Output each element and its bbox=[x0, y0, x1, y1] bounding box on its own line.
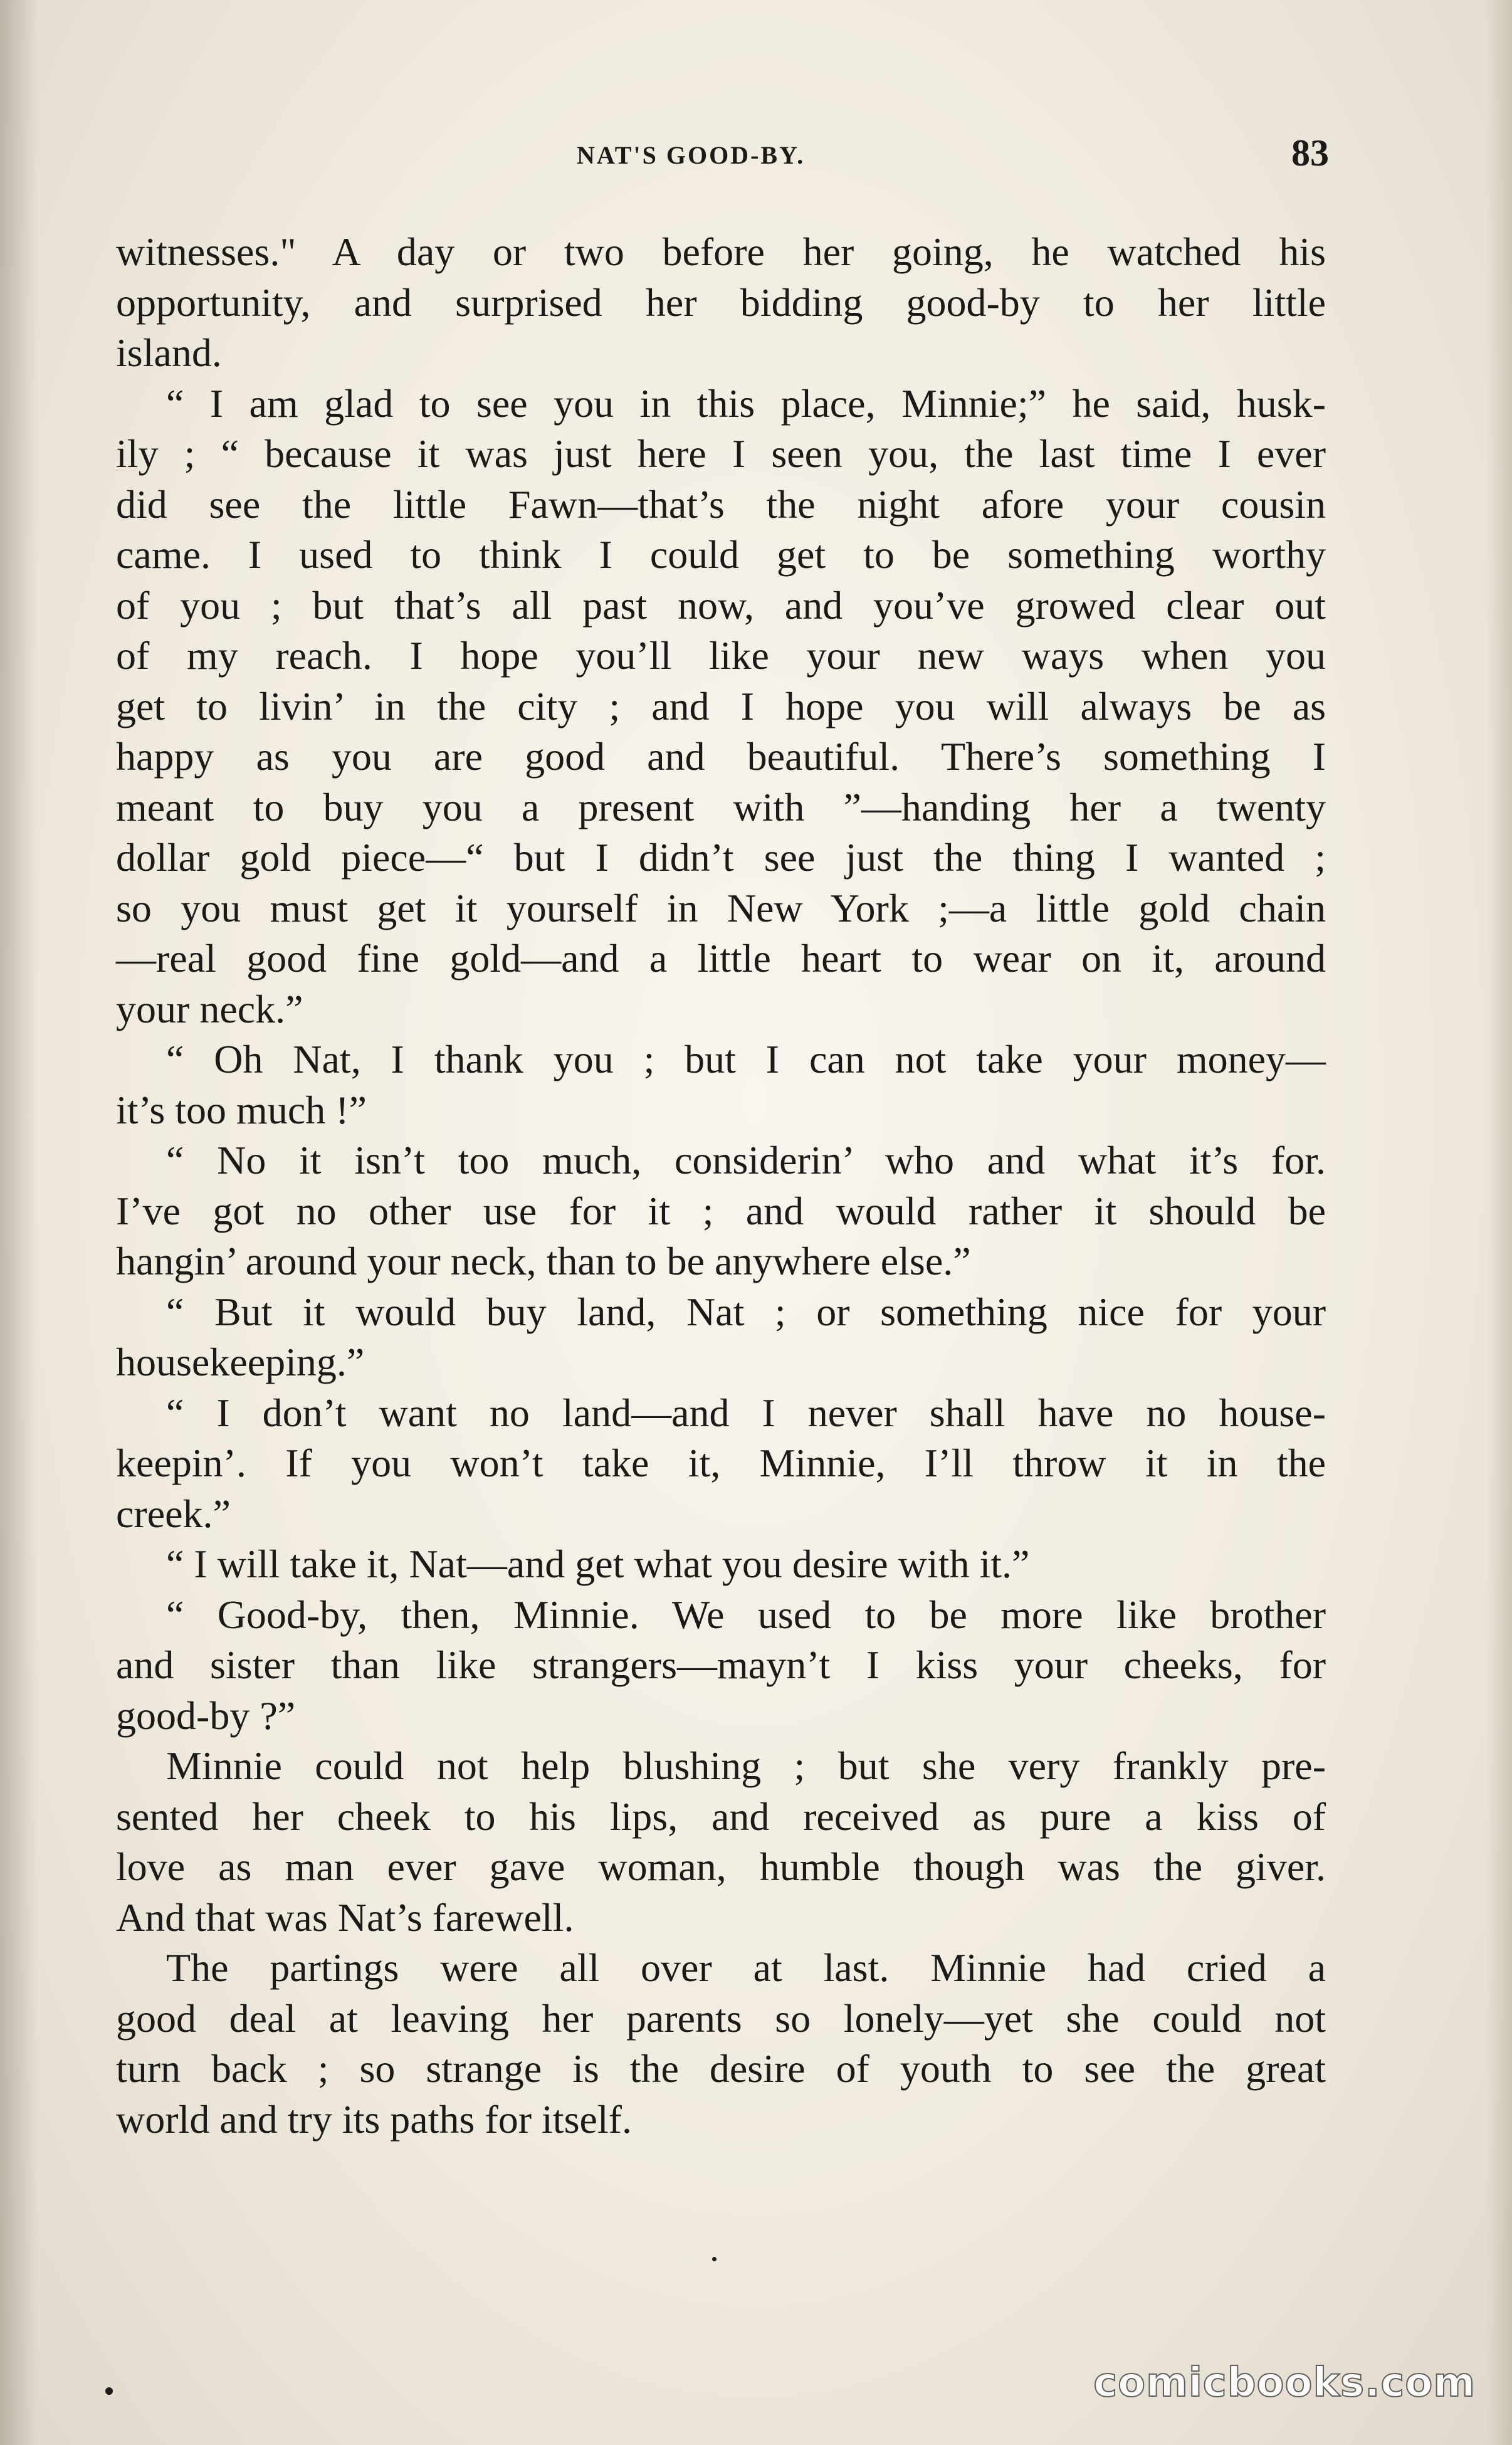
text-line: island. bbox=[116, 330, 222, 375]
text-line: “ But it would buy land, Nat ; or something nice for your bbox=[166, 1289, 1326, 1334]
text-line: happy as you are good and beautiful. There’s something I bbox=[116, 734, 1326, 779]
text-line: hangin’ around your neck, than to be anywhere else.” bbox=[116, 1239, 971, 1283]
page-gutter-shadow bbox=[0, 0, 38, 2445]
page-header bbox=[113, 132, 1329, 182]
text-line: “ Oh Nat, I thank you ; but I can not take your money— bbox=[166, 1037, 1326, 1081]
text-line: “ I will take it, Nat—and get what you desire with it.” bbox=[166, 1542, 1030, 1586]
text-line: meant to buy you a present with ”—handing her a twenty bbox=[116, 784, 1326, 829]
text-line: sented her cheek to his lips, and received as pure a kiss of bbox=[116, 1794, 1326, 1839]
text-line: of my reach. I hope you’ll like your new ways when you bbox=[116, 633, 1326, 678]
text-line: keepin’. If you won’t take it, Minnie, I’ll throw it in the bbox=[116, 1441, 1326, 1485]
text-line: and sister than like strangers—mayn’t I kiss your cheeks, for bbox=[116, 1643, 1326, 1687]
running-head: NAT'S GOOD-BY. bbox=[577, 141, 806, 169]
text-line: “ I am glad to see you in this place, Minnie;” he said, husk- bbox=[166, 381, 1326, 426]
text-line: good-by ?” bbox=[116, 1693, 296, 1738]
text-line: of you ; but that’s all past now, and you’ve growed clear out bbox=[116, 582, 1326, 628]
text-line: good deal at leaving her parents so lonely—yet she could not bbox=[116, 1995, 1326, 2041]
page-number: 83 bbox=[1291, 132, 1329, 174]
text-line: witnesses." A day or two before her going, he watched his bbox=[116, 229, 1326, 274]
text-line: “ Good-by, then, Minnie. We used to be more like brother bbox=[166, 1592, 1326, 1637]
text-line: came. I used to think I could get to be something worthy bbox=[116, 532, 1326, 577]
text-line: —real good fine gold—and a little heart to wear on it, around bbox=[116, 936, 1326, 981]
page-edge bbox=[1487, 0, 1512, 2445]
text-line: housekeeping.” bbox=[116, 1340, 365, 1384]
ink-speck bbox=[712, 2257, 717, 2261]
body-text bbox=[116, 227, 1326, 2145]
text-line: The partings were all over at last. Minnie had cried a bbox=[166, 1945, 1326, 1990]
text-line: your neck.” bbox=[116, 986, 303, 1031]
text-line: I’ve got no other use for it ; and would rather it should be bbox=[116, 1188, 1326, 1233]
text-line: “ I don’t want no land—and I never shall have no house- bbox=[166, 1390, 1326, 1435]
text-line: “ No it isn’t too much, considerin’ who and what it’s for. bbox=[166, 1138, 1326, 1182]
watermark-text: comicbooks.com bbox=[1093, 2360, 1476, 2406]
text-line: And that was Nat’s farewell. bbox=[116, 1895, 574, 1940]
text-line: did see the little Fawn—that’s the night afore your cousin bbox=[116, 481, 1326, 527]
text-line: love as man ever gave woman, humble though was the giver. bbox=[116, 1844, 1326, 1889]
text-line: creek.” bbox=[116, 1491, 231, 1536]
ink-speck bbox=[105, 2387, 113, 2395]
text-line: opportunity, and surprised her bidding good-by to her little bbox=[116, 280, 1326, 325]
text-line: it’s too much !” bbox=[116, 1087, 367, 1132]
text-line: world and try its paths for itself. bbox=[116, 2096, 632, 2142]
text-line: dollar gold piece—“ but I didn’t see just the thing I wanted ; bbox=[116, 835, 1326, 880]
text-line: so you must get it yourself in New York ;—a little gold chain bbox=[116, 885, 1326, 930]
text-line: turn back ; so strange is the desire of youth to see the great bbox=[116, 2046, 1326, 2091]
text-line: ily ; “ because it was just here I seen you, the last time I ever bbox=[116, 431, 1326, 476]
text-line: Minnie could not help blushing ; but she very frankly pre- bbox=[166, 1743, 1326, 1788]
text-line: get to livin’ in the city ; and I hope you will always be as bbox=[116, 683, 1326, 728]
